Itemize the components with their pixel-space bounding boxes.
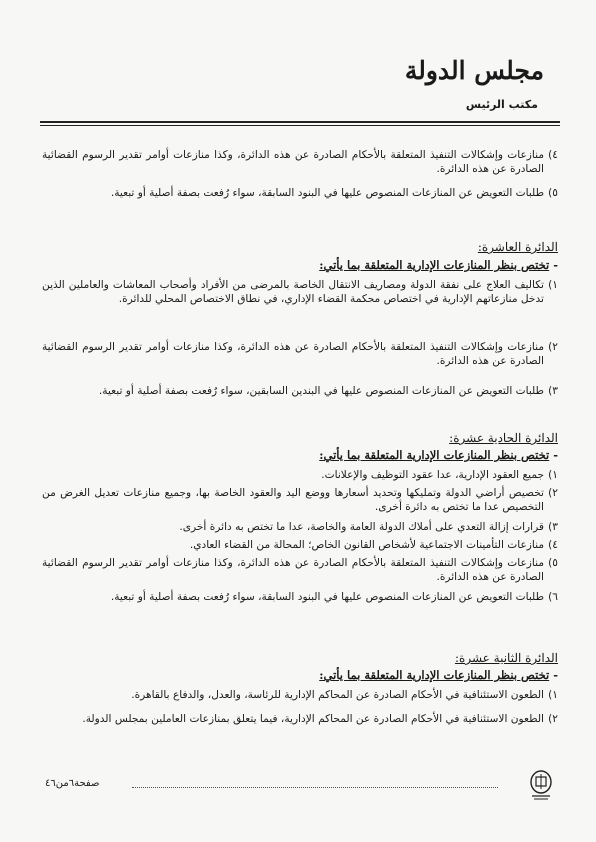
page-footer bbox=[42, 778, 556, 794]
item-number: ٥) bbox=[548, 557, 558, 569]
council-seal-icon bbox=[526, 768, 556, 802]
circuit-10-intro: - تختص بنظر المنازعات الإدارية المتعلقة بما يأتي: bbox=[319, 258, 558, 272]
circuit-11-intro: - تختص بنظر المنازعات الإدارية المتعلقة بما يأتي: bbox=[319, 448, 558, 462]
item-text: منازعات وإشكالات التنفيذ المتعلقة بالأحكام الصادرة عن هذه الدائرة، وكذا منازعات أوامر تقدير الرسوم القضائية الصادرة عن هذه الدائرة. bbox=[42, 341, 544, 368]
list-item bbox=[42, 278, 558, 307]
list-item bbox=[42, 340, 558, 369]
header-rule bbox=[40, 121, 560, 126]
item-number: ٤) bbox=[548, 539, 558, 551]
circuit-11-heading: الدائرة الحادية عشرة: bbox=[449, 431, 558, 445]
item-number: ٤) bbox=[548, 149, 558, 161]
item-text: تخصيص أراضي الدولة وتمليكها وتحديد أسعارها ووضع اليد والعقود الخاصة بها، وجميع منازعات تعديل الغرض من التخصيص عدا ما تختص به دائرة أخرى. bbox=[42, 487, 544, 514]
item-number: ٢) bbox=[548, 713, 558, 725]
item-text: طلبات التعويض عن المنازعات المنصوص عليها في البنود السابقة، سواء رُفعت بصفة أصلية أو تبعية. bbox=[110, 591, 544, 603]
circuit-10-heading: الدائرة العاشرة: bbox=[477, 240, 558, 254]
item-number: ٢) bbox=[548, 341, 558, 353]
list-item bbox=[42, 520, 558, 534]
item-text: منازعات وإشكالات التنفيذ المتعلقة بالأحكام الصادرة عن هذه الدائرة، وكذا منازعات أوامر تقدير الرسوم القضائية الصادرة عن هذه الدائرة. bbox=[42, 149, 544, 176]
list-item bbox=[42, 186, 558, 200]
circuit-12-intro: - تختص بنظر المنازعات الإدارية المتعلقة بما يأتي: bbox=[319, 668, 558, 682]
item-text: طلبات التعويض عن المنازعات المنصوص عليها في البنود السابقة، سواء رُفعت بصفة أصلية أو تبعية. bbox=[110, 187, 544, 199]
item-text: منازعات التأمينات الاجتماعية لأشخاص القانون الخاص؛ المحالة من القضاء العادي. bbox=[189, 539, 544, 551]
council-title: مجلس الدولة bbox=[404, 56, 544, 85]
list-item bbox=[42, 590, 558, 604]
list-item bbox=[42, 538, 558, 552]
office-subtitle: مكتب الرئيس bbox=[465, 98, 538, 111]
item-number: ٦) bbox=[548, 591, 558, 603]
list-item bbox=[42, 556, 558, 585]
item-number: ٢) bbox=[548, 487, 558, 499]
item-text: تكاليف العلاج على نفقة الدولة ومصاريف الانتقال الخاصة بالمرضى من الأفراد وأصحاب المعاشات والعاملين الذين تدخل منازعاتهم الإدارية في اختصاص محكمة القضاء الإداري، في نطاق الاختصاص المحلي للدائرة. bbox=[42, 279, 544, 306]
list-item bbox=[42, 688, 558, 702]
item-number: ١) bbox=[548, 689, 558, 701]
circuit-12-heading: الدائرة الثانية عشرة: bbox=[455, 651, 558, 665]
item-number: ٣) bbox=[548, 521, 558, 533]
list-item bbox=[42, 468, 558, 482]
list-item bbox=[42, 712, 558, 726]
item-number: ٣) bbox=[548, 385, 558, 397]
item-text: الطعون الاستئنافية في الأحكام الصادرة عن المحاكم الإدارية للرئاسة، والعدل، والدفاع بالقاهرة. bbox=[131, 689, 544, 701]
item-text: جميع العقود الإدارية، عدا عقود التوظيف والإعلانات. bbox=[321, 469, 544, 481]
item-text: طلبات التعويض عن المنازعات المنصوص عليها في البندين السابقين، سواء رُفعت بصفة أصلية أو تبعية. bbox=[98, 385, 544, 397]
item-number: ١) bbox=[548, 469, 558, 481]
footer-dotted-line bbox=[132, 787, 498, 788]
list-item bbox=[42, 384, 558, 398]
list-item bbox=[42, 148, 558, 177]
page-number: صفحة٦من٤٦ bbox=[42, 778, 102, 789]
item-text: منازعات وإشكالات التنفيذ المتعلقة بالأحكام الصادرة عن هذه الدائرة، وكذا منازعات أوامر تقدير الرسوم القضائية الصادرة عن هذه الدائرة. bbox=[42, 557, 544, 584]
item-number: ١) bbox=[548, 279, 558, 291]
list-item bbox=[42, 486, 558, 515]
item-text: قرارات إزالة التعدي على أملاك الدولة العامة والخاصة، عدا ما تختص به دائرة أخرى. bbox=[179, 521, 544, 533]
item-text: الطعون الاستئنافية في الأحكام الصادرة عن المحاكم الإدارية، فيما يتعلق بمنازعات العاملين بمجلس الدولة. bbox=[82, 713, 544, 725]
item-number: ٥) bbox=[548, 187, 558, 199]
